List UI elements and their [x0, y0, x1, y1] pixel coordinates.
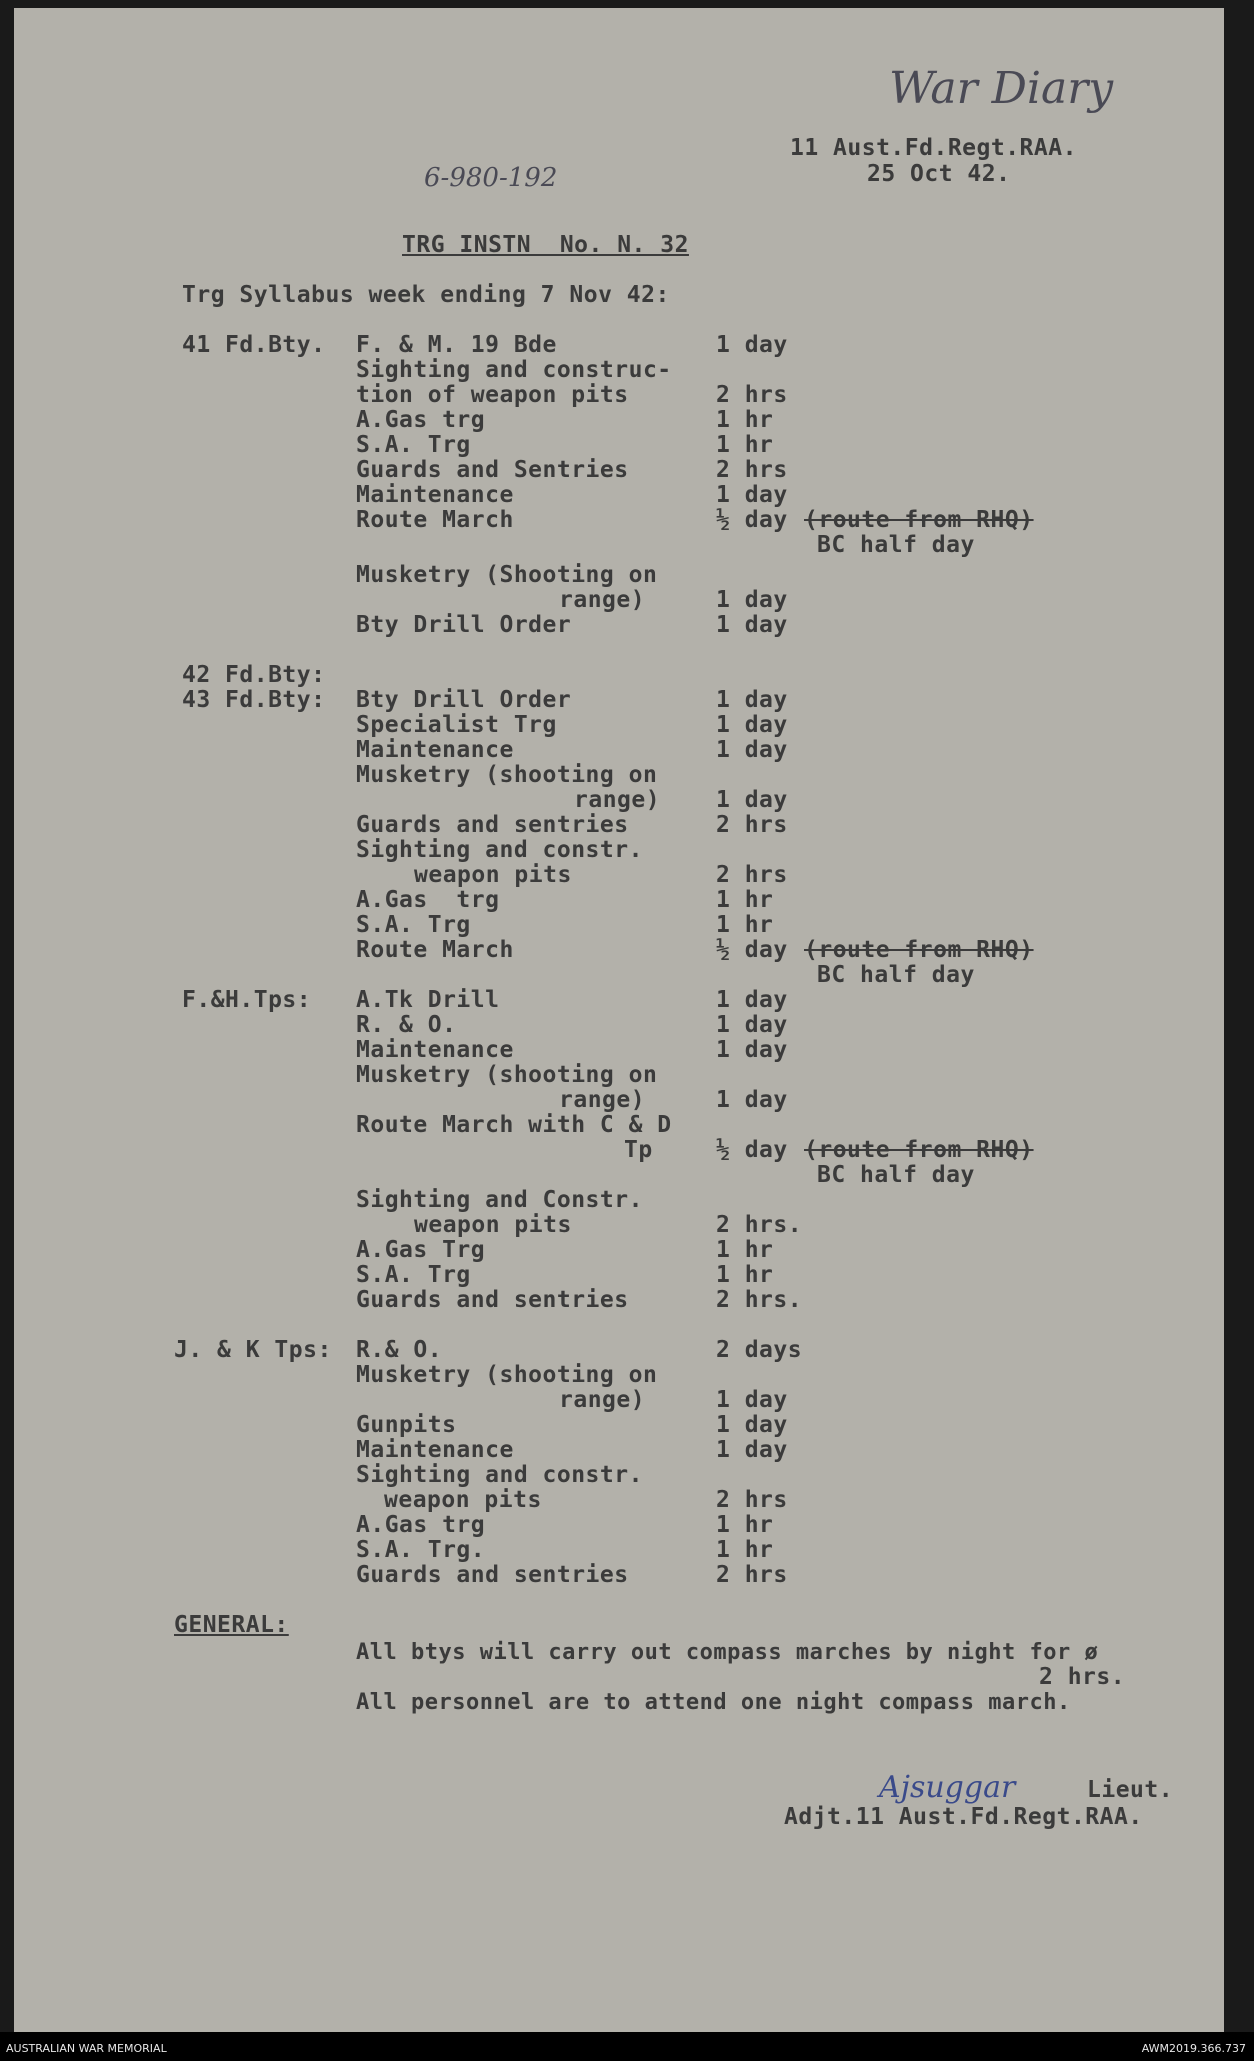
section-label: 41 Fd.Bty. [182, 332, 326, 358]
footer-left: AUSTRALIAN WAR MEMORIAL [6, 2042, 167, 2055]
row-activity: Gunpits [356, 1412, 457, 1438]
row-duration: 2 hrs [716, 382, 788, 408]
row-duration: 1 day [716, 1087, 788, 1113]
row-duration: 1 hr [716, 1262, 774, 1288]
row-activity: R.& O. [356, 1337, 443, 1363]
row-duration: 1 day [716, 1037, 788, 1063]
row-activity: A.Gas Trg [356, 1237, 486, 1263]
row-activity: S.A. Trg. [356, 1537, 486, 1563]
row-activity: weapon pits [384, 1487, 542, 1513]
row-activity: A.Gas trg [356, 407, 486, 433]
row-duration: 1 day [716, 1412, 788, 1438]
signature-rank: Lieut. [1087, 1777, 1174, 1803]
row-duration: 1 hr [716, 1537, 774, 1563]
general-label: GENERAL: [174, 1612, 289, 1638]
row-activity: range) [574, 787, 661, 813]
row-duration: 2 hrs. [716, 1212, 803, 1238]
row-activity: Musketry (shooting on [356, 1062, 658, 1088]
route-note: (route from RHQ) [804, 1137, 1034, 1163]
row-duration: 1 day [716, 1437, 788, 1463]
row-activity: Sighting and Constr. [356, 1187, 643, 1213]
row-duration: 2 hrs [716, 457, 788, 483]
row-activity: range) [559, 1087, 646, 1113]
row-activity: A.Tk Drill [356, 987, 500, 1013]
row-duration: 1 day [716, 587, 788, 613]
row-duration: ½ day [716, 1137, 788, 1163]
row-activity: Maintenance [356, 1037, 514, 1063]
row-activity: tion of weapon pits [356, 382, 629, 408]
row-duration: 2 hrs [716, 1487, 788, 1513]
signature: Ajsuggar [879, 1770, 1016, 1805]
row-activity: S.A. Trg [356, 1262, 471, 1288]
handwritten-war-diary: War Diary [889, 63, 1114, 114]
row-duration: 1 hr [716, 887, 774, 913]
row-activity: range) [559, 1387, 646, 1413]
row-duration: 2 hrs [716, 1562, 788, 1588]
row-duration: 1 hr [716, 1512, 774, 1538]
signature-appointment: Adjt.11 Aust.Fd.Regt.RAA. [784, 1804, 1143, 1830]
row-activity: R. & O. [356, 1012, 457, 1038]
row-activity: A.Gas trg [356, 887, 500, 913]
row-duration: 1 day [716, 612, 788, 638]
row-duration: 1 day [716, 787, 788, 813]
row-activity: Maintenance [356, 482, 514, 508]
row-duration: 2 hrs [716, 862, 788, 888]
row-duration: 1 day [716, 687, 788, 713]
row-activity: Musketry (shooting on [356, 1362, 658, 1388]
row-duration: 1 hr [716, 912, 774, 938]
row-duration: 1 hr [716, 432, 774, 458]
row-duration: 1 hr [716, 407, 774, 433]
row-duration: 1 day [716, 482, 788, 508]
row-duration: 1 day [716, 987, 788, 1013]
row-activity: A.Gas trg [356, 1512, 486, 1538]
route-note: (route from RHQ) [804, 507, 1034, 533]
row-duration: 2 hrs. [716, 1287, 803, 1313]
row-activity: S.A. Trg [356, 432, 471, 458]
archive-footer [0, 2032, 1254, 2061]
row-activity: weapon pits [414, 1212, 572, 1238]
section-label: 43 Fd.Bty: [182, 687, 326, 713]
unit-header: 11 Aust.Fd.Regt.RAA. [790, 135, 1077, 161]
row-duration: 1 hr [716, 1237, 774, 1263]
bc-note: BC half day [817, 1162, 975, 1188]
handwritten-reference: 6-980-192 [424, 163, 558, 193]
bc-note: BC half day [817, 532, 975, 558]
row-activity: Guards and Sentries [356, 457, 629, 483]
row-duration: ½ day [716, 937, 788, 963]
row-activity: Route March [356, 507, 514, 533]
page-subtitle: Trg Syllabus week ending 7 Nov 42: [182, 282, 670, 308]
row-duration: 1 day [716, 1387, 788, 1413]
row-activity: S.A. Trg [356, 912, 471, 938]
row-duration: 2 hrs [716, 812, 788, 838]
row-duration: 1 day [716, 712, 788, 738]
general-line-1b: 2 hrs. [1039, 1664, 1126, 1690]
general-line-1: All btys will carry out compass marches by night for ø [356, 1640, 1099, 1665]
section-label: 42 Fd.Bty: [182, 662, 326, 688]
row-activity: Musketry (Shooting on [356, 562, 658, 588]
row-duration: 1 day [716, 1012, 788, 1038]
row-activity: Sighting and constr. [356, 1462, 643, 1488]
route-note: (route from RHQ) [804, 937, 1034, 963]
section-label: F.&H.Tps: [182, 987, 312, 1013]
row-duration: 2 days [716, 1337, 803, 1363]
row-activity: Sighting and construc- [356, 357, 672, 383]
row-activity: Maintenance [356, 737, 514, 763]
row-activity: Sighting and constr. [356, 837, 643, 863]
row-duration: 1 day [716, 737, 788, 763]
row-activity: Musketry (shooting on [356, 762, 658, 788]
row-activity: Guards and sentries [356, 1562, 629, 1588]
row-activity: F. & M. 19 Bde [356, 332, 557, 358]
bc-note: BC half day [817, 962, 975, 988]
row-activity: Specialist Trg [356, 712, 557, 738]
row-duration: 1 day [716, 332, 788, 358]
section-label: J. & K Tps: [174, 1337, 332, 1363]
document-page [14, 8, 1224, 2032]
row-activity: Tp [624, 1137, 653, 1163]
row-activity: Maintenance [356, 1437, 514, 1463]
row-activity: Guards and sentries [356, 1287, 629, 1313]
row-activity: Guards and sentries [356, 812, 629, 838]
row-activity: Bty Drill Order [356, 612, 572, 638]
row-activity: range) [559, 587, 646, 613]
general-line-2: All personnel are to attend one night compass march. [356, 1690, 1071, 1715]
row-activity: weapon pits [414, 862, 572, 888]
row-activity: Bty Drill Order [356, 687, 572, 713]
footer-right: AWM2019.366.737 [1141, 2042, 1246, 2055]
page-title: TRG INSTN No. N. 32 [402, 232, 689, 258]
date-header: 25 Oct 42. [867, 161, 1011, 187]
row-duration: ½ day [716, 507, 788, 533]
row-activity: Route March [356, 937, 514, 963]
row-activity: Route March with C & D [356, 1112, 672, 1138]
